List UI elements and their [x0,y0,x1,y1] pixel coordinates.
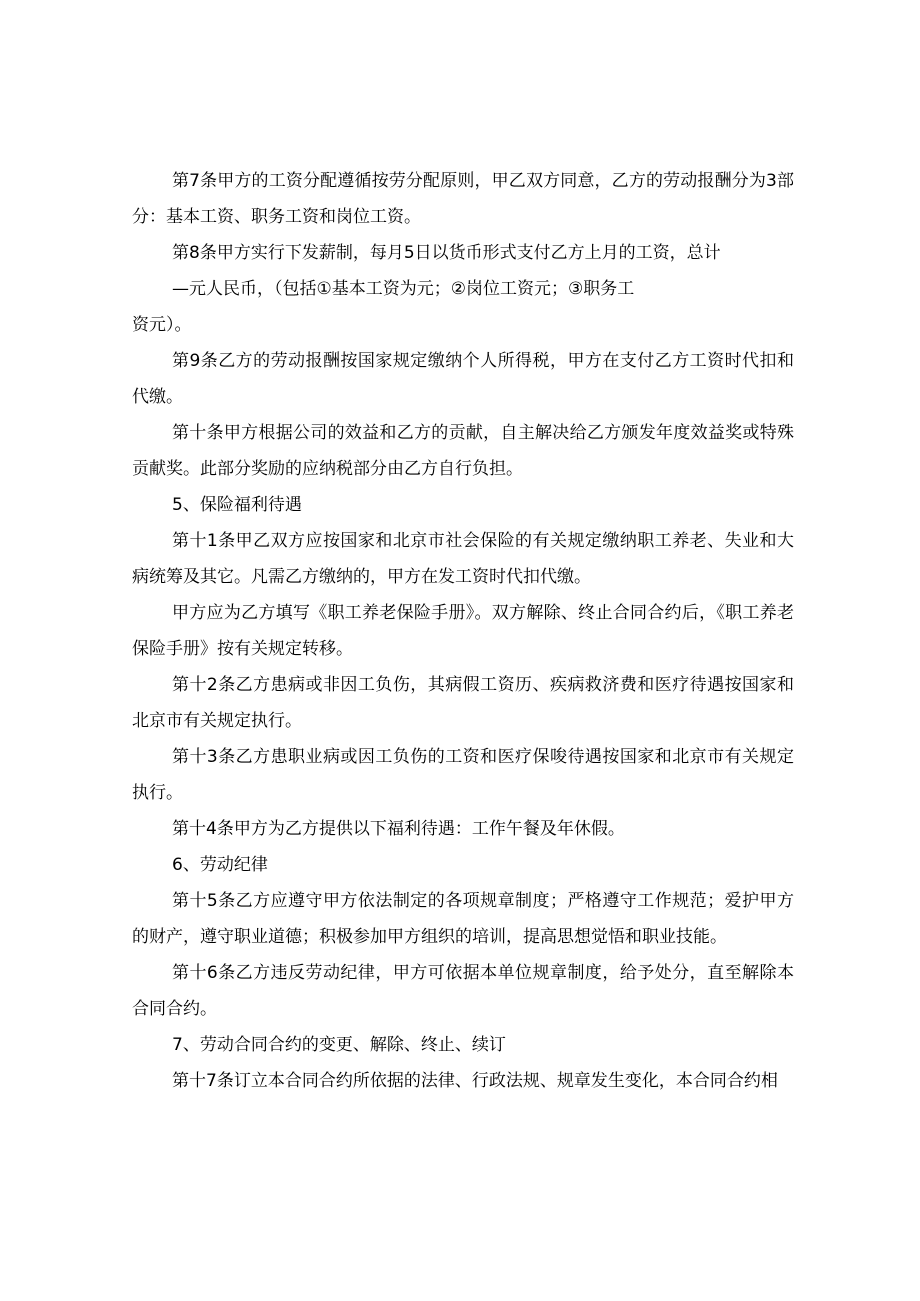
article-8-line-3: 资元）。 [132,315,192,335]
article-12-paragraph: 第十2条乙方患病或非因工负伤，其病假工资历、疾病救济费和医疗待遇按国家和北京市有关规定执行。 [132,675,794,731]
article-8-line-1: 第8条甲方实行下发薪制，每月5日以货币形式支付乙方上月的工资，总计 [172,243,721,263]
article-9-paragraph: 第9条乙方的劳动报酬按国家规定缴纳个人所得税，甲方在支付乙方工资时代扣和代缴。 [132,351,794,407]
article-15-paragraph: 第十5条乙方应遵守甲方依法制定的各项规章制度；严格遵守工作规范；爱护甲方的财产，遵守职业道德；积极参加甲方组织的培训，提高思想觉悟和职业技能。 [132,891,794,947]
section-5-heading: 5、保险福利待遇 [172,495,302,515]
article-7-paragraph: 第7条甲方的工资分配遵循按劳分配原则，甲乙双方同意，乙方的劳动报酬分为3部分：基本工资、职务工资和岗位工资。 [132,171,794,227]
section-7-heading: 7、劳动合同合约的变更、解除、终止、续订 [172,1035,506,1055]
article-14-paragraph: 第十4条甲方为乙方提供以下福利待遇：工作午餐及年休假。 [172,819,625,839]
pension-handbook-paragraph: 甲方应为乙方填写《职工养老保险手册》。双方解除、终止合同合约后，《职工养老保险手册》按有关规定转移。 [132,603,794,659]
article-13-paragraph: 第十3条乙方患职业病或因工负伤的工资和医疗保唆待遇按国家和北京市有关规定执行。 [132,747,794,803]
document-body [132,163,794,1099]
article-16-paragraph: 第十6条乙方违反劳动纪律，甲方可依据本单位规章制度，给予处分，直至解除本合同合约。 [132,963,794,1019]
article-10-paragraph: 第十条甲方根据公司的效益和乙方的贡献，自主解决给乙方颁发年度效益奖或特殊贡献奖。此部分奖励的应纳税部分由乙方自行负担。 [132,423,794,479]
section-6-heading: 6、劳动纪律 [172,855,268,875]
article-17-paragraph: 第十7条订立本合同合约所依据的法律、行政法规、规章发生变化，本合同合约相 [172,1071,778,1091]
article-8-line-2: —元人民币，（包括①基本工资为元；②岗位工资元；③职务工 [172,279,635,299]
article-11-paragraph: 第十1条甲乙双方应按国家和北京市社会保险的有关规定缴纳职工养老、失业和大病统筹及其它。凡需乙方缴纳的，甲方在发工资时代扣代缴。 [132,531,794,587]
